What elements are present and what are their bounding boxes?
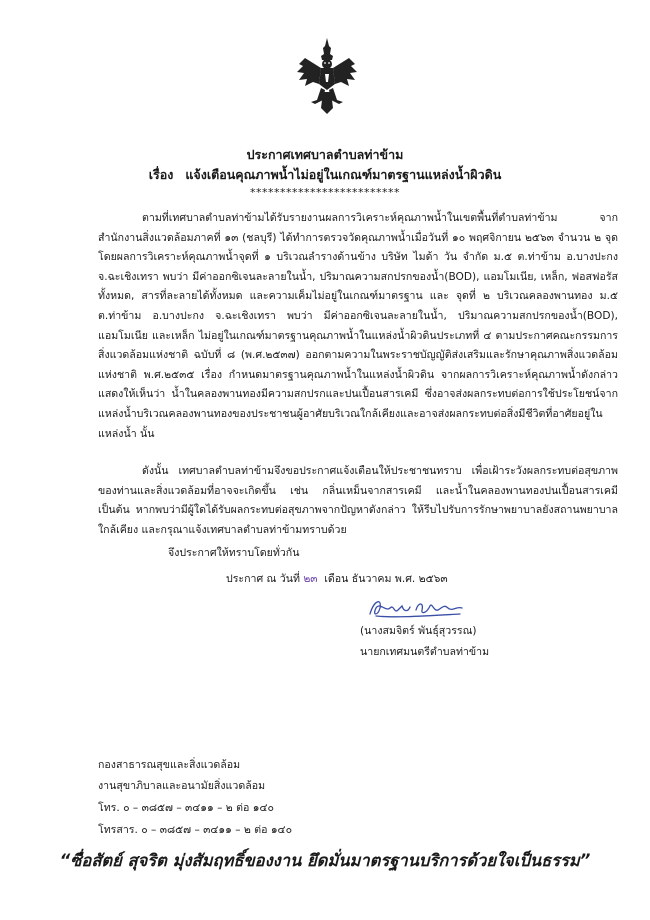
signer-title: นายกเทศมนตรีตำบลท่าข้าม <box>360 646 490 658</box>
separator-stars: ************************* <box>250 186 400 199</box>
date-month: ธันวาคม <box>351 573 392 585</box>
date-day: ๒๓ <box>303 573 318 585</box>
body-paragraph-1: ตามที่เทศบาลตำบลท่าข้ามได้รับรายงานผลการวิเคราะห์คุณภาพน้ำในเขตพื้นที่ตำบลท่าข้าม จากสำนักงานสิ่งแวดล้อมภาคที่ ๑๓ (ชลบุรี) ได้ทำการตรวจวัดคุณภาพน้ำเมื่อวันที่ ๑๐ พฤศจิกายน ๒๕๖๓ จำนวน ๒ จุด โดยผลการวิเคราะห์คุณภาพน้ำจุดที่ ๑ บริเวณลำรางด้านข้าง บริษัท ไมด้า วัน จำกัด ม.๕ ต.ท่าข้าม อ.บางปะกง จ.ฉะเชิงเทรา พบว่า มีค่าออกซิเจนละลายในน้ำ, ปริมาณความสกปรกของน้ำ(BOD), แอมโมเนีย, เหล็ก, ฟอสฟอรัสทั้งหมด, สารที่ละลายได้ทั้งหมด และความเค็มไม่อยู่ในเกณฑ์มาตรฐาน และ จุดที่ ๒ บริเวณคลองพานทอง ม.๕ ต.ท่าข้าม อ.บางปะกง จ.ฉะเชิงเทรา พบว่า มีค่าออกซิเจนละลายในน้ำ, ปริมาณความสกปรกของน้ำ(BOD), แอมโมเนีย และเหล็ก ไม่อยู่ในเกณฑ์มาตรฐานคุณภาพน้ำในแหล่งน้ำผิวดินประเภทที่ ๔ ตามประกาศคณะกรรมการสิ่งแวดล้อมแห่งชาติ ฉบับที่ ๘ (พ.ศ.๒๕๓๗) ออกตามความในพระราชบัญญัติส่งเสริมและรักษาคุณภาพสิ่งแวดล้อมแห่งชาติ พ.ศ.๒๕๓๕ เรื่อง กำหนดมาตรฐานคุณภาพน้ำในแหล่งน้ำผิวดิน จากผลการวิเคราะห์คุณภาพน้ำดังกล่าว แสดงให้เห็นว่า น้ำในคลองพานทองมีความสกปรกและปนเปื้อนสารเคมี ซึ่งอาจส่งผลกระทบต่อการใช้ประโยชน์จากแหล่งน้ำบริเวณคลองพานทองของประชาชนผู้อาศัยบริเวณใกล้เคียงและอาจส่งผลกระทบต่อสิ่งมีชีวิตที่อาศัยอยู่ในแหล่งน้ำ นั้น <box>98 212 618 440</box>
subject-label: เรื่อง <box>148 167 174 182</box>
announcement-line: จึงประกาศให้ทราบโดยทั่วกัน <box>168 547 300 559</box>
date-year-label: พ.ศ. <box>394 573 416 585</box>
office-section: งานสุขาภิบาลและอนามัยสิ่งแวดล้อม <box>98 780 266 792</box>
announcement-date <box>226 570 448 587</box>
signer-name: (นางสมจิตร์ พันธุ์สุวรรณ) <box>360 625 477 637</box>
body-paragraph-2: ดังนั้น เทศบาลตำบลท่าข้ามจึงขอประกาศแจ้งเตือนให้ประชาชนทราบ เพื่อเฝ้าระวังผลกระทบต่อสุขภาพของท่านและสิ่งแวดล้อมที่อาจจะเกิดขึ้น เช่น กลิ่นเหม็นจากสารเคมี และน้ำในคลองพานทองปนเปื้อนสารเคมี เป็นต้น หากพบว่ามีผู้ใดได้รับผลกระทบต่อสุขภาพจากปัญหาดังกล่าว ให้รีบไปรับการรักษาพยาบาลยังสถานพยาบาลใกล้เคียง และกรุณาแจ้งเทศบาลตำบลท่าข้ามทราบด้วย <box>98 465 618 536</box>
office-fax: โทรสาร. ๐ – ๓๘๕๗ – ๓๔๑๑ – ๒ ต่อ ๑๔๐ <box>98 824 293 836</box>
date-month-label: เดือน <box>324 573 349 585</box>
subject-line <box>0 165 650 185</box>
handwritten-signature-icon <box>364 594 476 622</box>
date-prefix: ประกาศ ณ วันที่ <box>226 573 300 585</box>
motto-slogan: “ซื่อสัตย์ สุจริต มุ่งสัมฤทธิ์ของงาน ยึดมั่นมาตรฐานบริการด้วยใจเป็นธรรม” <box>59 851 591 870</box>
garuda-emblem-icon <box>295 38 359 114</box>
office-division: กองสาธารณสุขและสิ่งแวดล้อม <box>98 759 241 771</box>
issuer-title: ประกาศเทศบาลตำบลท่าข้าม <box>246 147 404 162</box>
subject-text: แจ้งเตือนคุณภาพน้ำไม่อยู่ในเกณฑ์มาตรฐานแหล่งน้ำผิวดิน <box>185 167 502 182</box>
office-phone: โทร. ๐ – ๓๘๕๗ – ๓๔๑๑ – ๒ ต่อ ๑๔๐ <box>98 802 274 814</box>
date-year: ๒๕๖๓ <box>418 573 448 585</box>
